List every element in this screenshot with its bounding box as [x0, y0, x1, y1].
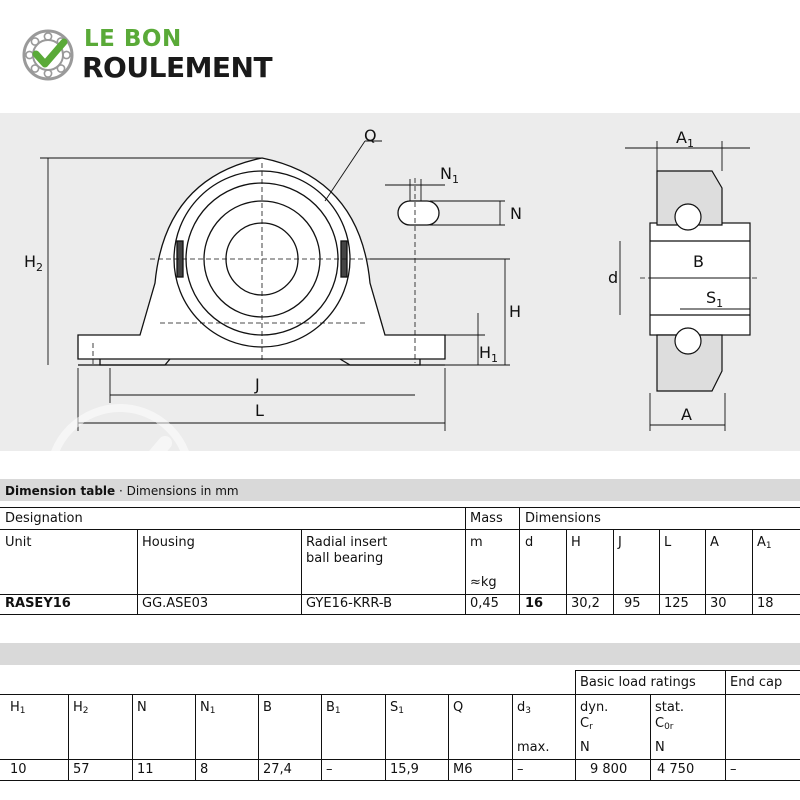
table1-title: Dimension table · Dimensions in mm	[5, 484, 239, 498]
header-m: m	[470, 535, 483, 550]
row-H2: 57	[73, 762, 90, 777]
header-N1: $N_1$	[200, 700, 216, 716]
header-unit: Unit	[5, 535, 32, 550]
header-housing: Housing	[142, 535, 195, 550]
row-A: 30	[710, 596, 727, 611]
label-B: B	[693, 252, 704, 271]
header-H1: $H_1$	[10, 700, 26, 716]
row-d: 16	[525, 596, 544, 611]
header-insert-l1: Radial insert	[306, 535, 388, 550]
row-housing: GG.ASE03	[142, 596, 209, 611]
header-insert-l2: ball bearing	[306, 551, 384, 566]
header-dyn-unit: N	[580, 740, 590, 755]
label-A1: $A_1$	[676, 128, 694, 150]
header-Cr: $C_r$	[580, 716, 593, 732]
label-H2: $H_2$	[24, 252, 44, 274]
table2-title-bar	[0, 643, 800, 665]
row-N1: 8	[200, 762, 209, 777]
header-J: J	[618, 535, 622, 550]
bearing-check-icon	[22, 28, 78, 84]
header-d3: $d_3$	[517, 700, 531, 716]
header-A1: $A_1$	[757, 535, 772, 551]
row-m: 0,45	[470, 596, 499, 611]
header-d: d	[525, 535, 534, 550]
row-unit: RASEY16	[5, 596, 71, 611]
label-d: d	[608, 268, 619, 287]
row-S1: 15,9	[390, 762, 419, 777]
header-dyn: dyn.	[580, 700, 609, 715]
header-stat-unit: N	[655, 740, 665, 755]
header-m-unit: ≈kg	[470, 575, 497, 590]
row-Cr: 9 800	[590, 762, 628, 777]
header-S1: $S_1$	[390, 700, 404, 716]
label-H: H	[509, 302, 522, 321]
row-L: 125	[664, 596, 689, 611]
label-N: N	[510, 204, 522, 223]
brand-line2: ROULEMENT	[82, 51, 273, 84]
header-B: B	[263, 700, 272, 715]
row-endcap: –	[730, 762, 737, 777]
row-J: 95	[624, 596, 641, 611]
label-Q: Q	[364, 126, 377, 145]
row-B1: –	[326, 762, 333, 777]
row-d3: –	[517, 762, 524, 777]
label-H1: $H_1$	[479, 343, 499, 365]
label-L: L	[255, 401, 264, 420]
header-H: H	[571, 535, 581, 550]
header-B1: $B_1$	[326, 700, 341, 716]
header-N: N	[137, 700, 147, 715]
group-designation: Designation	[5, 511, 83, 526]
header-Q: Q	[453, 700, 464, 715]
label-N1: $N_1$	[440, 164, 459, 186]
header-C0r: $C_{0r}$	[655, 716, 674, 732]
group-end-cap: End cap	[730, 675, 783, 690]
row-H1: 10	[10, 762, 27, 777]
header-H2: $H_2$	[73, 700, 89, 716]
group-mass: Mass	[470, 511, 503, 526]
brand-line1: LE BON	[84, 26, 182, 52]
row-insert: GYE16-KRR-B	[306, 596, 393, 611]
row-N: 11	[137, 762, 154, 777]
technical-drawing	[0, 113, 800, 451]
header-L: L	[664, 535, 672, 550]
row-C0r: 4 750	[657, 762, 695, 777]
label-J: J	[255, 375, 260, 394]
header-stat: stat.	[655, 700, 685, 715]
row-H: 30,2	[571, 596, 600, 611]
pillow-block-drawing	[0, 113, 800, 451]
group-basic-load: Basic load ratings	[580, 675, 696, 690]
group-dimensions: Dimensions	[525, 511, 601, 526]
header-A: A	[710, 535, 719, 550]
row-Q: M6	[453, 762, 473, 777]
row-A1: 18	[757, 596, 774, 611]
header-d3-unit: max.	[517, 740, 550, 755]
brand-logo	[22, 26, 322, 88]
label-S1: $S_1$	[706, 288, 724, 310]
row-B: 27,4	[263, 762, 292, 777]
label-A: A	[681, 405, 692, 424]
